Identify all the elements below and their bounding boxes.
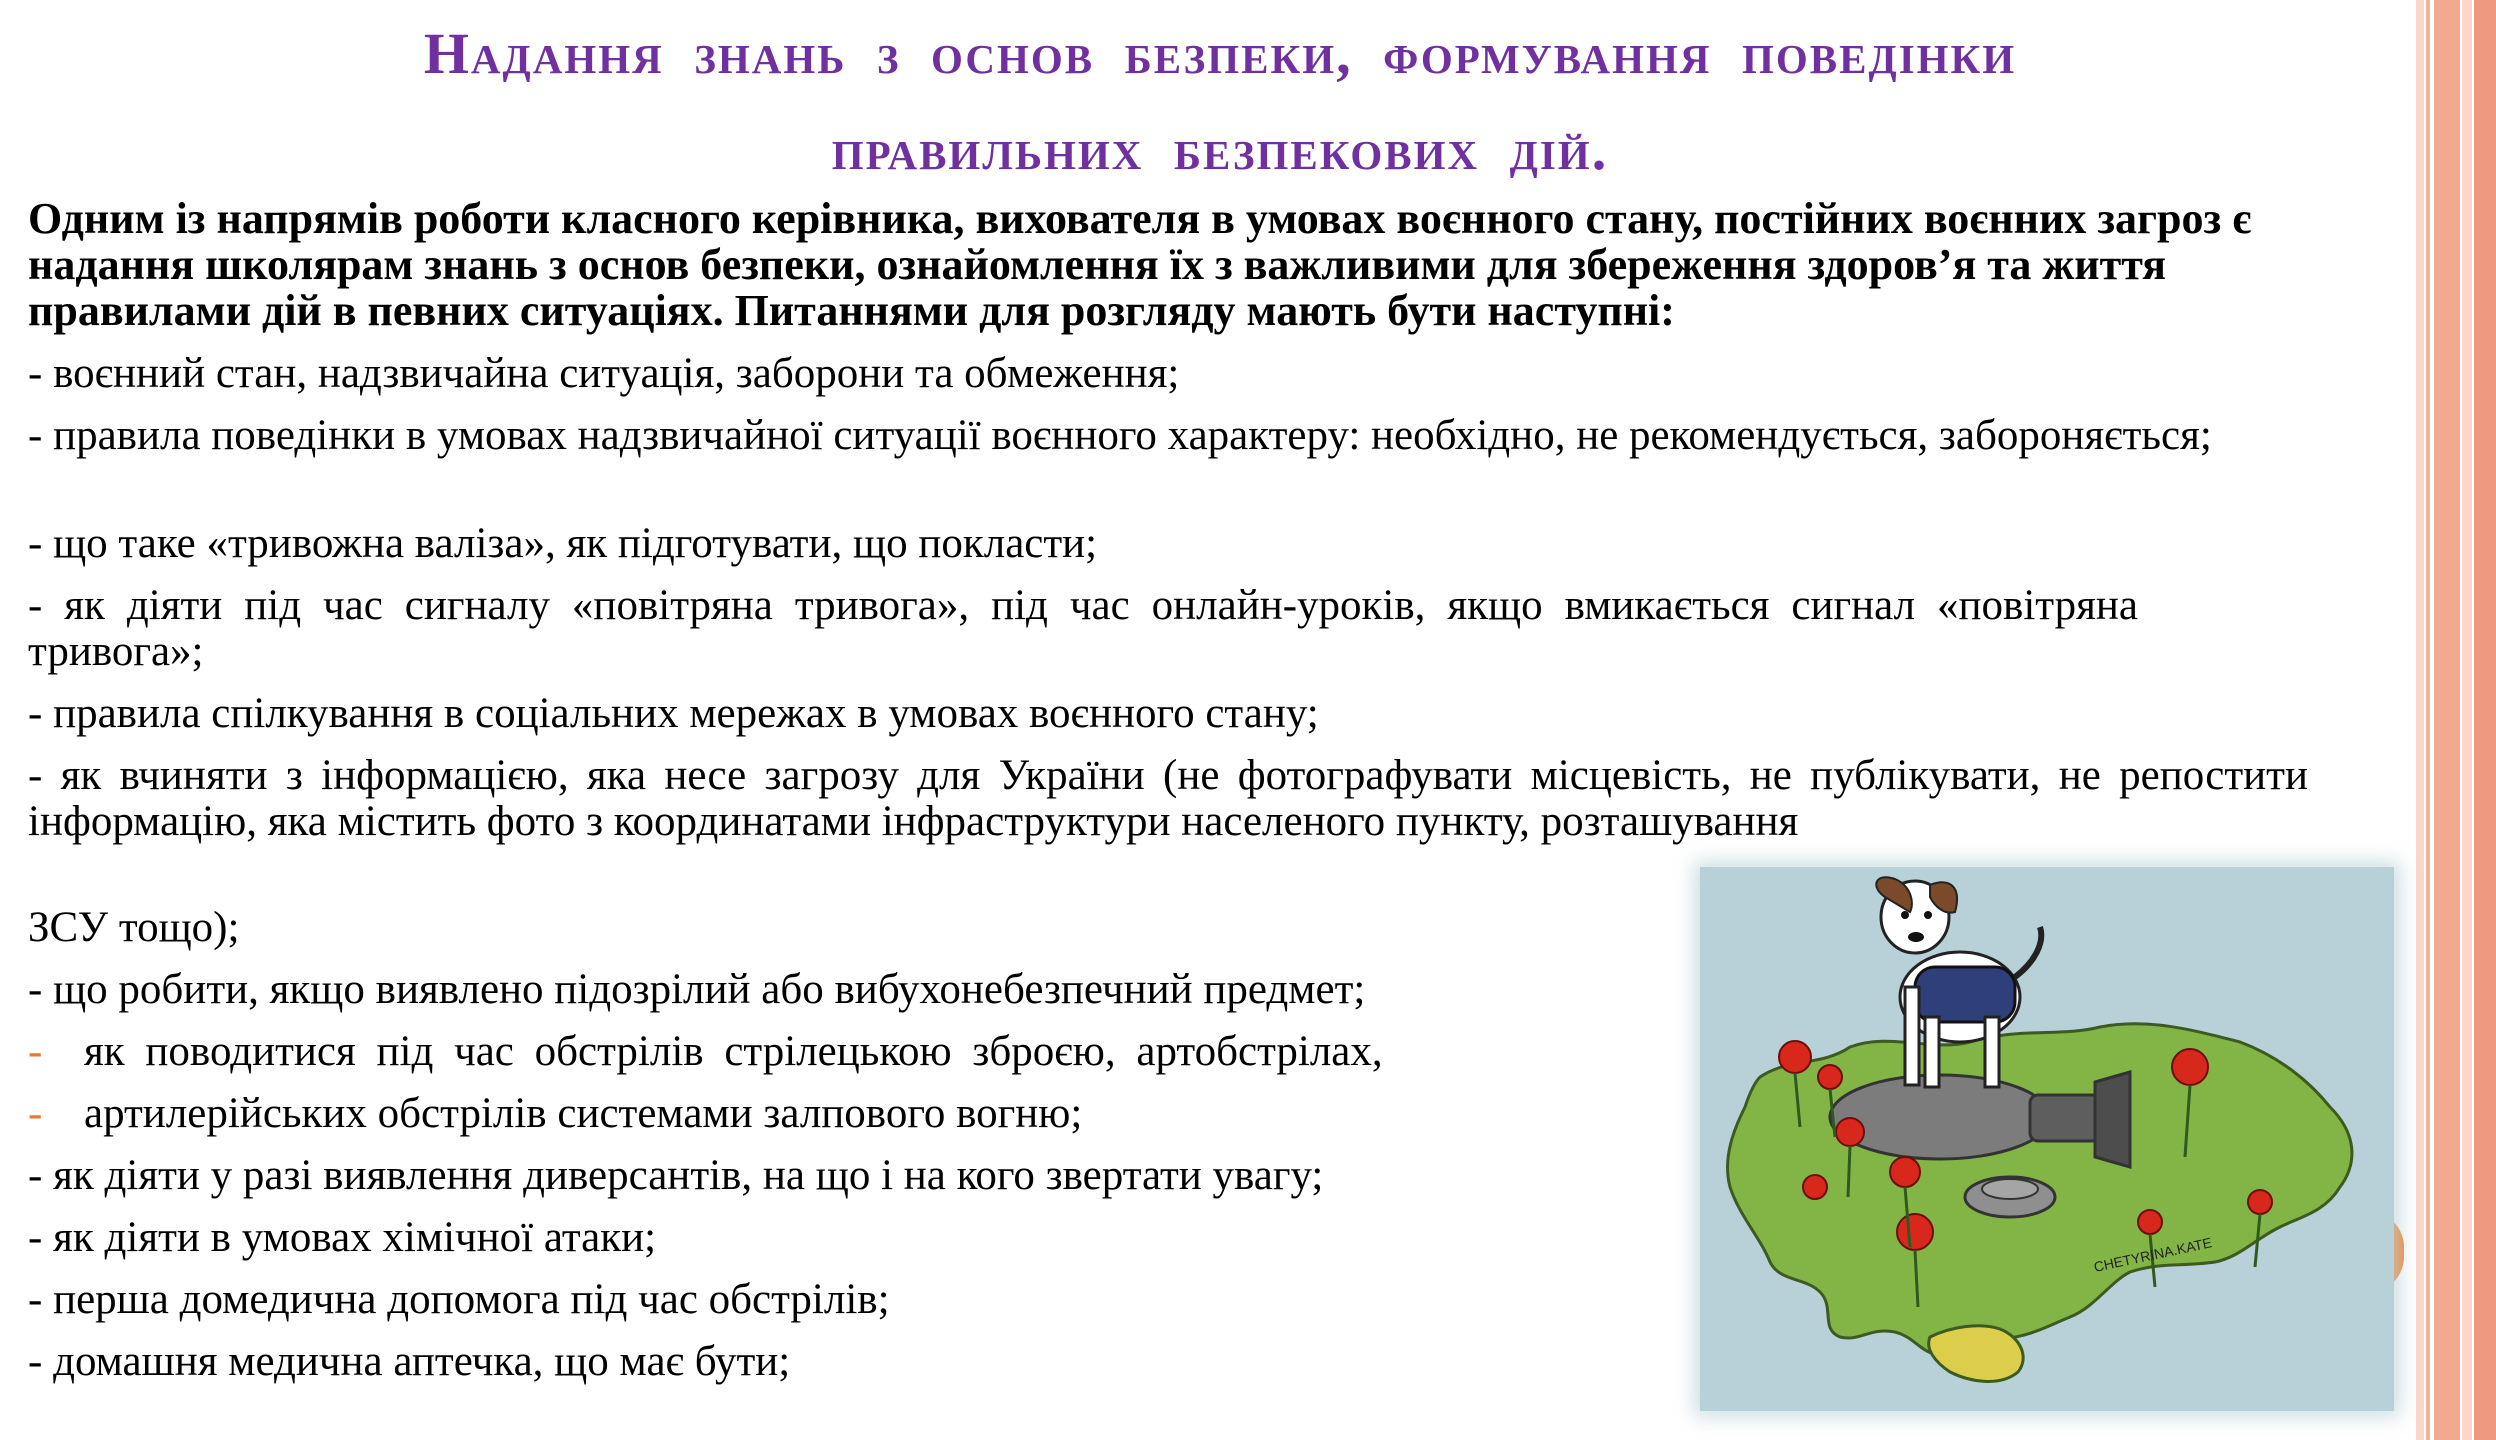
list-item-text: артилерійських обстрілів системами залпового вогню; bbox=[84, 1090, 1083, 1137]
list-item: - що таке «тривожна валіза», як підготувати, що покласти; bbox=[28, 520, 1098, 567]
list-item: - як діяти в умовах хімічної атаки; bbox=[28, 1214, 657, 1261]
illustration-dog-on-ukraine-map bbox=[1700, 867, 2394, 1411]
illustration-signature: CHETYRINA.KATE bbox=[2092, 1234, 2214, 1275]
dog-vest bbox=[1915, 967, 2015, 1022]
list-item: - правила спілкування в соціальних мережах в умовах воєнного стану; bbox=[28, 690, 1319, 737]
list-item: - як діяти у разі виявлення диверсантів, на що і на кого звертати увагу; bbox=[28, 1152, 1324, 1199]
title-line-1: Надання знань з основ безпеки, формування поведінки bbox=[423, 21, 2017, 86]
intro-paragraph: Одним із напрямів роботи класного керівника, вихователя в умовах воєнного стану, постійних воєнних загроз є надання школярам знань з основ безпеки, ознайомлення їх з важливими для збереження здоров’я та життя правилами дій в певних ситуаціях. Питаннями для розгляду мають бути наступні: bbox=[28, 194, 2252, 335]
title-line-2: правильних безпекових дій. bbox=[831, 117, 1609, 182]
page-title bbox=[30, 6, 2410, 198]
list-item: ЗСУ тощо); bbox=[28, 904, 240, 951]
list-item: - як вчиняти з інформацією, яка несе загрозу для України (не фотографувати місцевість, не публікувати, не репостити інформацію, яка містить фото з координатами інфраструктури населеного пункту, розташування bbox=[28, 752, 2308, 845]
illustration-svg bbox=[1700, 867, 2394, 1411]
crimea-shape bbox=[1929, 1326, 2023, 1382]
list-item-text: як поводитися під час обстрілів стрілецькою зброєю, артобстрілах, bbox=[84, 1028, 1383, 1075]
decorative-side-stripes bbox=[2416, 0, 2496, 1440]
list-item: - перша домедична допомога під час обстрілів; bbox=[28, 1276, 890, 1323]
shell-fins bbox=[2095, 1072, 2130, 1167]
list-item: - як діяти під час сигналу «повітряна тривога», під час онлайн-уроків, якщо вмикається сигнал «повітряна тривога»; bbox=[28, 582, 2138, 675]
dog-tail bbox=[2015, 927, 2041, 977]
list-item: - правила поведінки в умовах надзвичайної ситуації воєнного характеру: необхідно, не рекомендується, забороняється; bbox=[28, 412, 2212, 459]
orange-dash-bullet: - bbox=[28, 1090, 43, 1137]
list-item: - домашня медична аптечка, що має бути; bbox=[28, 1338, 791, 1385]
shell-tail bbox=[2030, 1095, 2100, 1141]
orange-dash-bullet: - bbox=[28, 1028, 43, 1075]
list-item: - що робити, якщо виявлено підозрілий або вибухонебезпечний предмет; bbox=[28, 966, 1366, 1013]
list-item: - воєнний стан, надзвичайна ситуація, заборони та обмеження; bbox=[28, 350, 1180, 397]
